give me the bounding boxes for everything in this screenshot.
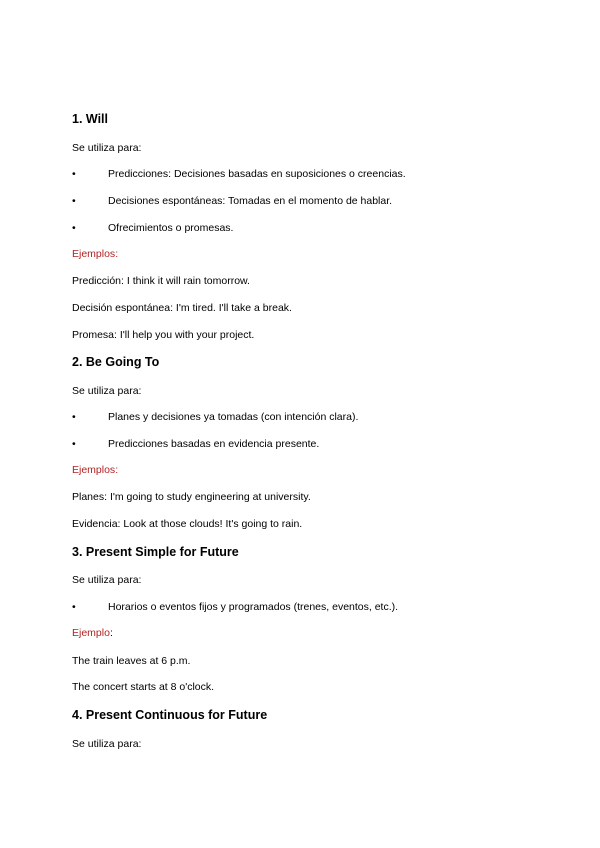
- section-intro: Se utiliza para:: [72, 142, 142, 154]
- list-item-text: Ofrecimientos o promesas.: [108, 222, 234, 234]
- examples-label-text: Ejemplo: [72, 627, 110, 639]
- example-line: Decisión espontánea: I'm tired. I'll take a break.: [72, 302, 292, 314]
- bullet-icon: •: [72, 195, 76, 207]
- example-line: Promesa: I'll help you with your project.: [72, 329, 255, 341]
- example-line: Predicción: I think it will rain tomorrow.: [72, 275, 250, 287]
- list-item-text: Predicciones basadas en evidencia presente.: [108, 438, 320, 450]
- section-heading: 1. Will: [72, 112, 109, 126]
- examples-label-colon: :: [109, 627, 113, 639]
- list-item-text: Horarios o eventos fijos y programados (trenes, eventos, etc.).: [108, 601, 399, 613]
- bullet-icon: •: [72, 168, 76, 180]
- section-intro: Se utiliza para:: [72, 574, 142, 586]
- bullet-icon: •: [72, 601, 76, 613]
- section-heading: 4. Present Continuous for Future: [72, 708, 268, 722]
- example-line: Evidencia: Look at those clouds! It's going to rain.: [72, 518, 303, 530]
- list-item-text: Decisiones espontáneas: Tomadas en el momento de hablar.: [108, 195, 393, 207]
- examples-label: [72, 463, 118, 477]
- section-intro: Se utiliza para:: [72, 738, 142, 750]
- example-line: Planes: I'm going to study engineering at university.: [72, 491, 311, 503]
- list-item-text: Predicciones: Decisiones basadas en suposiciones o creencias.: [108, 168, 406, 180]
- section-heading: 3. Present Simple for Future: [72, 545, 239, 559]
- examples-label-colon: :: [115, 464, 119, 476]
- bullet-icon: •: [72, 222, 76, 234]
- section-heading: 2. Be Going To: [72, 355, 160, 369]
- examples-label: [72, 626, 113, 640]
- section-intro: Se utiliza para:: [72, 385, 142, 397]
- bullet-icon: •: [72, 411, 76, 423]
- example-line: The concert starts at 8 o'clock.: [72, 681, 215, 693]
- bullet-icon: •: [72, 438, 76, 450]
- examples-label-colon: :: [115, 248, 119, 260]
- example-line: The train leaves at 6 p.m.: [72, 655, 191, 667]
- examples-label: [72, 247, 118, 261]
- examples-label-text: Ejemplos: [72, 464, 116, 476]
- examples-label-text: Ejemplos: [72, 248, 116, 260]
- list-item-text: Planes y decisiones ya tomadas (con intención clara).: [108, 411, 359, 423]
